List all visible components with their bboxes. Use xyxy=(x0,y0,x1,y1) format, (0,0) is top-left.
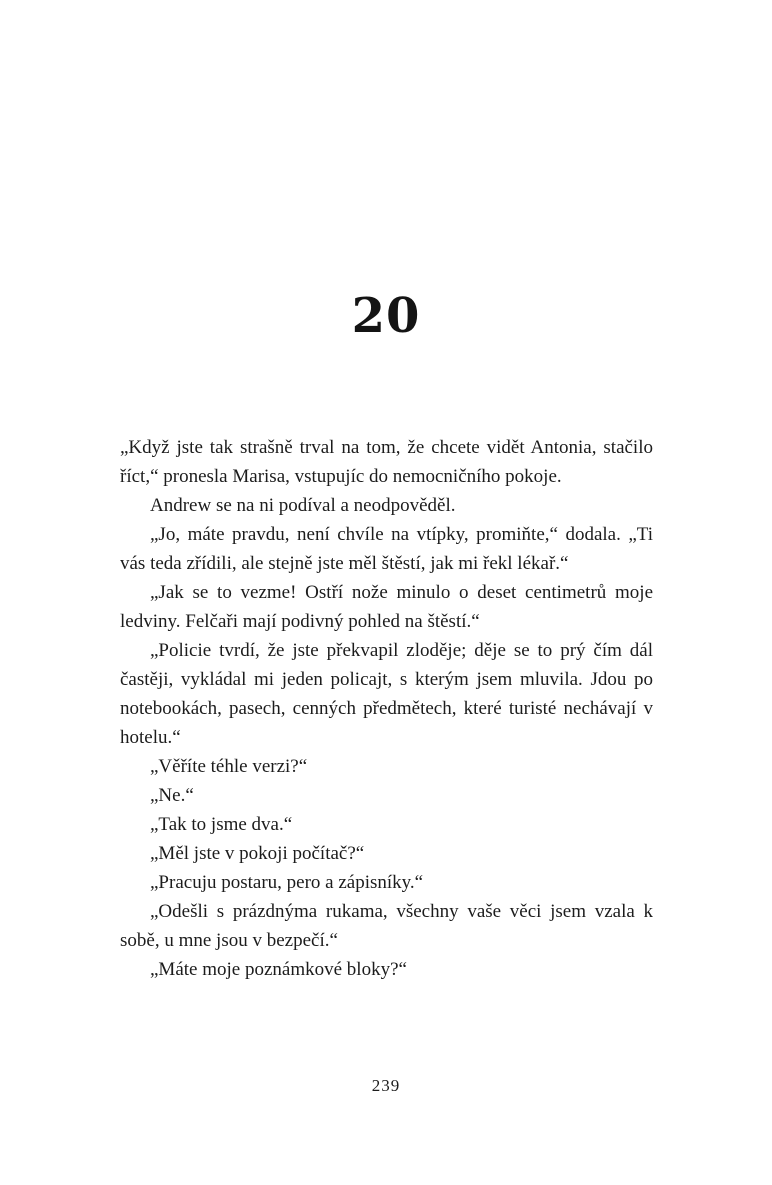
paragraph: Andrew se na ni podíval a neodpověděl. xyxy=(150,495,456,516)
paragraph: „Měl jste v pokoji počítač?“ xyxy=(150,843,365,864)
paragraph: „Ne.“ xyxy=(150,785,194,806)
paragraph: „Když jste tak strašně trval na tom, že chcete vidět Antonia, stačilo říct,“ pronesla Marisa, vstupujíc do nemocničního pokoje. xyxy=(120,437,653,487)
paragraph: „Jak se to vezme! Ostří nože minulo o deset centimetrů moje ledviny. Felčaři mají podivný pohled na štěstí.“ xyxy=(120,582,653,632)
paragraph: „Policie tvrdí, že jste překvapil zloděje; děje se to prý čím dál častěji, vykládal mi jeden policajt, s kterým jsem mluvila. Jdou po notebookách, pasech, cenných předmětech, které turisté nechávají v hotelu.“ xyxy=(120,640,653,748)
paragraph: „Máte moje poznámkové bloky?“ xyxy=(150,959,407,980)
paragraph: „Věříte téhle verzi?“ xyxy=(150,756,308,777)
paragraph: „Odešli s prázdnýma rukama, všechny vaše věci jsem vzala k sobě, u mne jsou v bezpečí.“ xyxy=(120,901,653,951)
chapter-number: 20 xyxy=(351,288,421,344)
paragraph: „Jo, máte pravdu, není chvíle na vtípky, promiňte,“ dodala. „Ti vás teda zřídili, ale stejně jste měl štěstí, jak mi řekl lékař.“ xyxy=(120,524,653,574)
body-text xyxy=(120,433,653,984)
paragraph: „Tak to jsme dva.“ xyxy=(150,814,293,835)
paragraph: „Pracuju postaru, pero a zápisníky.“ xyxy=(150,872,424,893)
page-number: 239 xyxy=(371,1076,401,1095)
